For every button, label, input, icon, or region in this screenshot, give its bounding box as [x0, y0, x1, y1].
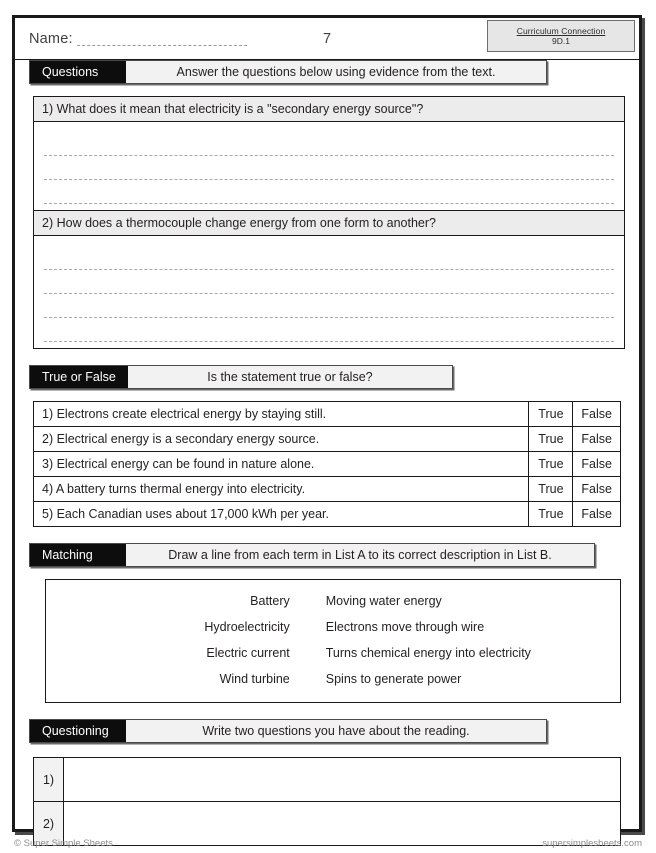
curriculum-connection-code: 9D.1	[552, 36, 570, 46]
sheet-content	[15, 18, 639, 829]
writing-line[interactable]	[44, 246, 614, 270]
writing-line[interactable]	[44, 294, 614, 318]
question-block-1	[33, 96, 625, 349]
matching-term[interactable]: Wind turbine	[219, 672, 290, 686]
matching-row	[46, 640, 620, 666]
question-prompt: 2) How does a thermocouple change energy from one form to another?	[34, 210, 624, 236]
matching-term[interactable]: Hydroelectricity	[204, 620, 290, 634]
tf-option-true[interactable]: True	[529, 502, 573, 527]
section-instruction-true-or-false: Is the statement true or false?	[128, 366, 452, 388]
name-row	[15, 18, 639, 60]
questioning-table	[33, 757, 621, 846]
tf-option-true[interactable]: True	[529, 477, 573, 502]
question-prompt: 1) What does it mean that electricity is a "secondary energy source"?	[34, 97, 624, 122]
table-row	[34, 427, 621, 452]
curriculum-connection-title: Curriculum Connection	[516, 25, 606, 36]
table-row	[34, 477, 621, 502]
questioning-row-number: 1)	[34, 758, 64, 802]
true-false-table	[33, 401, 621, 527]
questioning-header-wrap	[15, 719, 639, 743]
sheet-frame	[12, 15, 642, 832]
section-tab-questioning: Questioning	[30, 720, 126, 742]
section-header-questioning	[29, 719, 547, 743]
matching-description[interactable]: Electrons move through wire	[325, 620, 485, 634]
tf-option-false[interactable]: False	[573, 477, 621, 502]
footer-copyright: © Super Simple Sheets	[14, 838, 113, 849]
section-header-true-or-false	[29, 365, 453, 389]
tf-statement: 2) Electrical energy is a secondary energy source.	[34, 427, 529, 452]
tf-option-false[interactable]: False	[573, 427, 621, 452]
page-number: 7	[322, 30, 332, 47]
tf-option-false[interactable]: False	[573, 502, 621, 527]
writing-line[interactable]	[44, 180, 614, 204]
section-header-matching	[29, 543, 595, 567]
matching-description[interactable]: Moving water energy	[325, 594, 442, 608]
tf-option-false[interactable]: False	[573, 402, 621, 427]
curriculum-connection-box	[487, 20, 635, 52]
writing-line[interactable]	[44, 132, 614, 156]
page-footer	[14, 838, 642, 849]
matching-row	[46, 666, 620, 692]
table-row	[34, 452, 621, 477]
tf-option-true[interactable]: True	[529, 427, 573, 452]
section-tab-questions: Questions	[30, 61, 126, 83]
matching-row	[46, 588, 620, 614]
matching-description[interactable]: Turns chemical energy into electricity	[325, 646, 531, 660]
questioning-answer-space[interactable]	[64, 758, 621, 802]
table-row	[34, 402, 621, 427]
matching-header-wrap	[15, 543, 639, 567]
answer-lines-1[interactable]	[34, 122, 624, 210]
section-header-questions	[29, 60, 547, 84]
questioning-row-number: 2)	[34, 802, 64, 846]
matching-description[interactable]: Spins to generate power	[325, 672, 462, 686]
name-input-line[interactable]	[77, 32, 247, 46]
section-tab-matching: Matching	[30, 544, 126, 566]
tf-statement: 5) Each Canadian uses about 17,000 kWh per year.	[34, 502, 529, 527]
footer-website: supersimplesheets.com	[542, 838, 642, 849]
section-instruction-questions: Answer the questions below using evidence from the text.	[126, 61, 546, 83]
questions-header-wrap	[15, 60, 639, 84]
writing-line[interactable]	[44, 270, 614, 294]
section-tab-true-or-false: True or False	[30, 366, 128, 388]
writing-line[interactable]	[44, 156, 614, 180]
table-row	[34, 758, 621, 802]
writing-line[interactable]	[44, 318, 614, 342]
answer-lines-2[interactable]	[34, 236, 624, 348]
table-row	[34, 502, 621, 527]
section-instruction-matching: Draw a line from each term in List A to its correct description in List B.	[126, 544, 594, 566]
matching-box	[45, 579, 621, 703]
tf-option-true[interactable]: True	[529, 452, 573, 477]
tf-option-true[interactable]: True	[529, 402, 573, 427]
matching-term[interactable]: Battery	[250, 594, 290, 608]
tf-statement: 4) A battery turns thermal energy into electricity.	[34, 477, 529, 502]
tf-statement: 3) Electrical energy can be found in nature alone.	[34, 452, 529, 477]
matching-term[interactable]: Electric current	[206, 646, 290, 660]
tf-statement: 1) Electrons create electrical energy by staying still.	[34, 402, 529, 427]
truefalse-header-wrap	[15, 365, 639, 389]
name-label: Name:	[29, 30, 73, 47]
section-instruction-questioning: Write two questions you have about the reading.	[126, 720, 546, 742]
matching-row	[46, 614, 620, 640]
tf-option-false[interactable]: False	[573, 452, 621, 477]
